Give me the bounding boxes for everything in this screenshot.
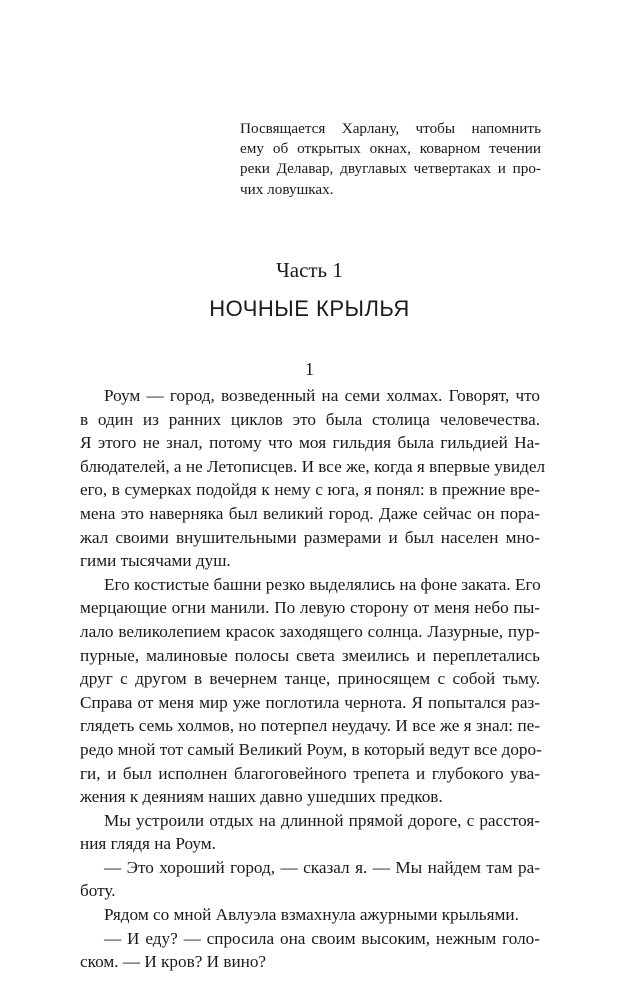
part-subtitle: НОЧНЫЕ КРЫЛЬЯ: [209, 296, 410, 321]
body-line: Его костистые башни резко выделялись на фоне заката. Его: [104, 574, 541, 594]
body-line: ском. — И кров? И вино?: [80, 952, 267, 972]
body-line: жал своими внушительными размерами и был населен мно-: [80, 527, 540, 547]
body-line: мена это наверняка был великий город. Даже сейчас он пора-: [80, 503, 540, 523]
dedication-line: Посвящается Харлану, чтобы напомнить: [240, 120, 541, 137]
dedication: [240, 119, 541, 200]
body-line: в один из ранних циклов это была столица человечества.: [80, 409, 540, 429]
body-line: боту.: [80, 881, 116, 901]
body-line: редо мной тот самый Великий Роум, в который ведут все доро-: [80, 739, 542, 759]
body-line: Мы устроили отдых на длинной прямой дороге, с расстоя-: [104, 810, 540, 830]
chapter-number: 1: [305, 359, 314, 379]
body-line: лало великолепием красок заходящего солнца. Лазурные, пур-: [80, 621, 540, 641]
body-line: ния глядя на Роум.: [80, 834, 216, 854]
dedication-line: чих ловушках.: [240, 180, 334, 198]
body-line: Рядом со мной Авлуэла взмахнула ажурными крыльями.: [104, 905, 519, 925]
body-line: его, в сумерках подойдя к нему с юга, я понял: в прежние вре-: [80, 480, 540, 500]
body-line: — Это хороший город, — сказал я. — Мы найдем там ра-: [104, 857, 540, 877]
body-line: жения к деяниям наших давно ушедших предков.: [80, 787, 443, 807]
part-title: Часть 1: [276, 258, 343, 282]
body-line: блюдателей, а не Летописцев. И все же, когда я впервые увидел: [80, 456, 546, 476]
body-line: друг с другом в вечернем танце, приносящем с собой тьму.: [80, 669, 540, 689]
body-line: мерцающие огни манили. По левую сторону от меня небо пы-: [80, 598, 540, 618]
body-line: гими тысячами душ.: [80, 551, 231, 571]
body-line: — И еду? — спросила она своим высоким, нежным голо-: [104, 928, 540, 948]
body-line: Справа от меня мир уже поглотила чернота. Я попытался раз-: [80, 692, 540, 712]
body-line: глядеть семь холмов, но потерпел неудачу. И все же я знал: пе-: [80, 716, 540, 736]
body-line: ги, и был исполнен благоговейного трепета и глубокого ува-: [80, 763, 540, 783]
body-line: Роум — город, возведенный на семи холмах. Говорят, что: [104, 386, 540, 405]
body-line: Я этого не знал, потому что моя гильдия была гильдией На-: [80, 433, 540, 453]
body-line: пурные, малиновые полосы света змеились и переплетались: [80, 645, 540, 665]
chapter-body: [80, 384, 546, 974]
dedication-line: реки Делавар, двуглавых четвертаках и про-: [240, 160, 541, 178]
dedication-line: ему об открытых окнах, коварном течении: [240, 140, 541, 158]
